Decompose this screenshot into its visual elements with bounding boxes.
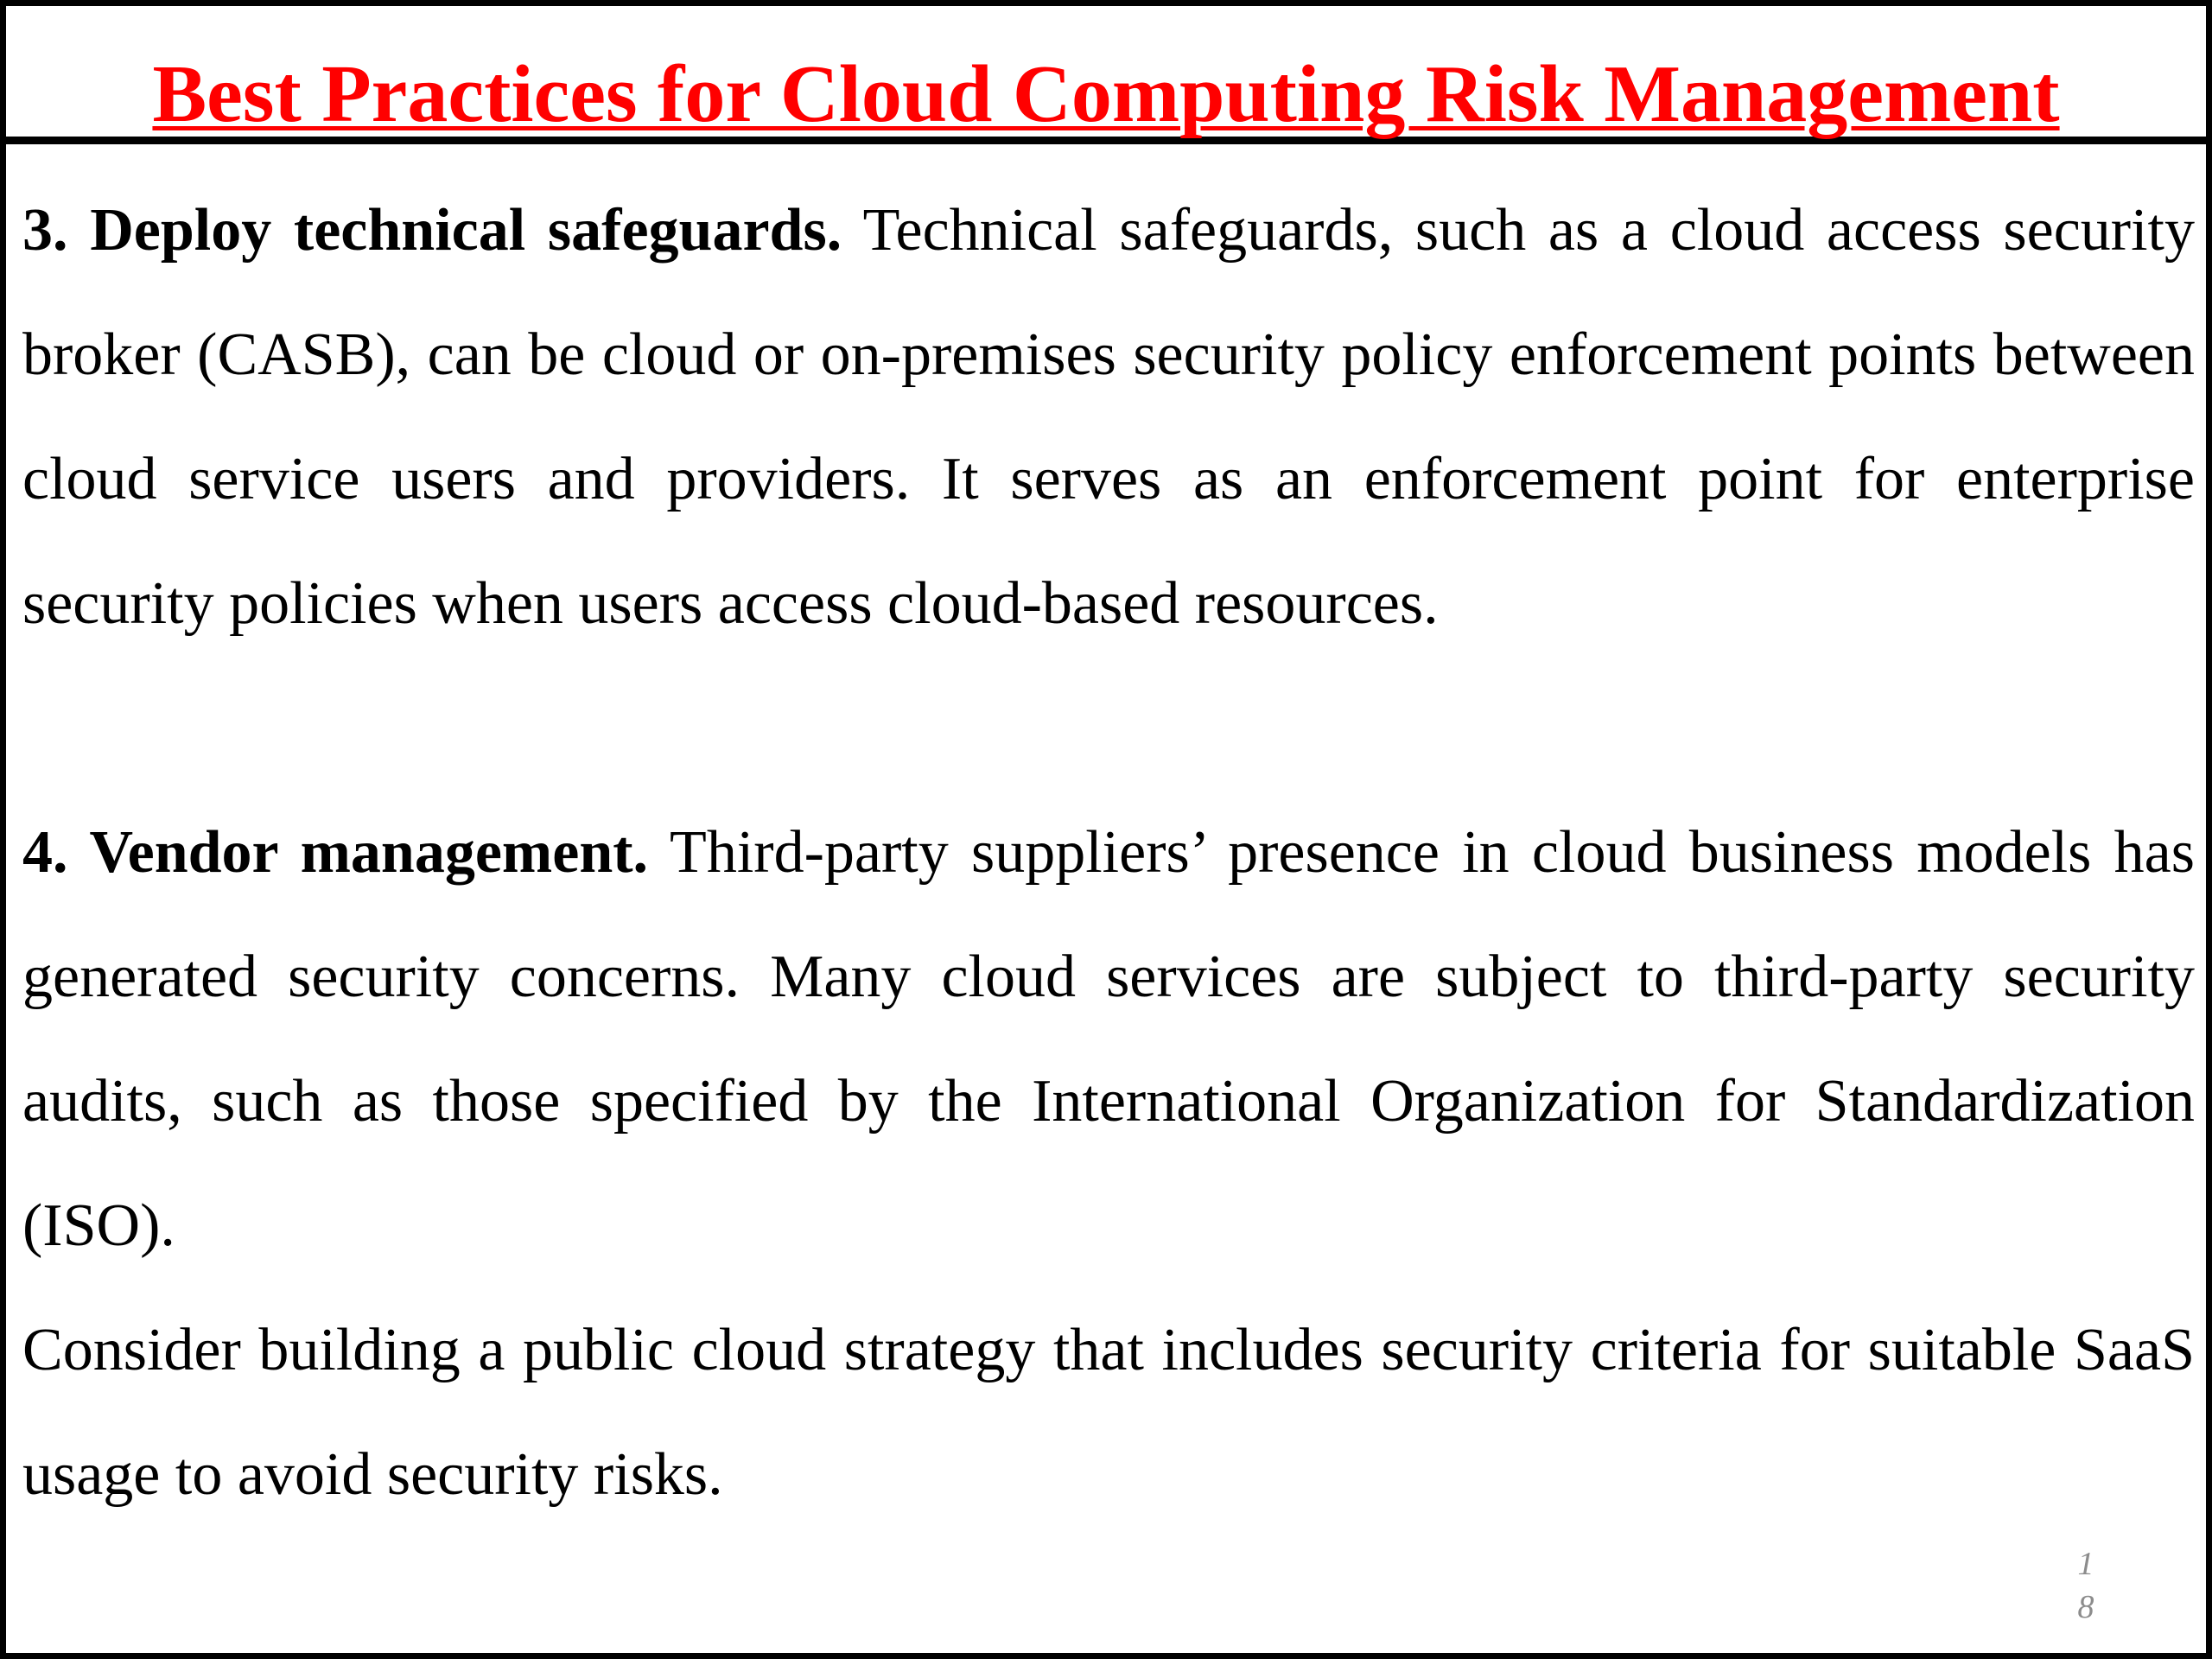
paragraph-vendor-management [22, 791, 2195, 1288]
paragraph-text: Third-party suppliers’ presence in cloud business models has generated security concerns. Many cloud services are subject to third-party security audits, such as those specified by the International Organization for Standardization (ISO). [22, 819, 2195, 1259]
page-number: 18 [2077, 1546, 2094, 1625]
paragraph-lead: 3. Deploy technical safeguards. [22, 197, 842, 264]
title-bar [6, 6, 2206, 144]
paragraph-technical-safeguards [22, 168, 2195, 666]
slide-title: Best Practices for Cloud Computing Risk Management [152, 49, 2060, 139]
paragraph-public-cloud-strategy [22, 1288, 2195, 1537]
paragraph-text: Consider building a public cloud strategy that includes security criteria for suitable SaaS usage to avoid security risks. [22, 1317, 2195, 1508]
paragraph-text: Technical safeguards, such as a cloud access security broker (CASB), can be cloud or on-premises security policy enforcement points between cloud service users and providers. It serves as an enforcement point for enterprise security policies when users access cloud-based resources. [22, 197, 2195, 637]
slide-body [22, 168, 2195, 1537]
paragraph-lead: 4. Vendor management. [22, 819, 649, 886]
